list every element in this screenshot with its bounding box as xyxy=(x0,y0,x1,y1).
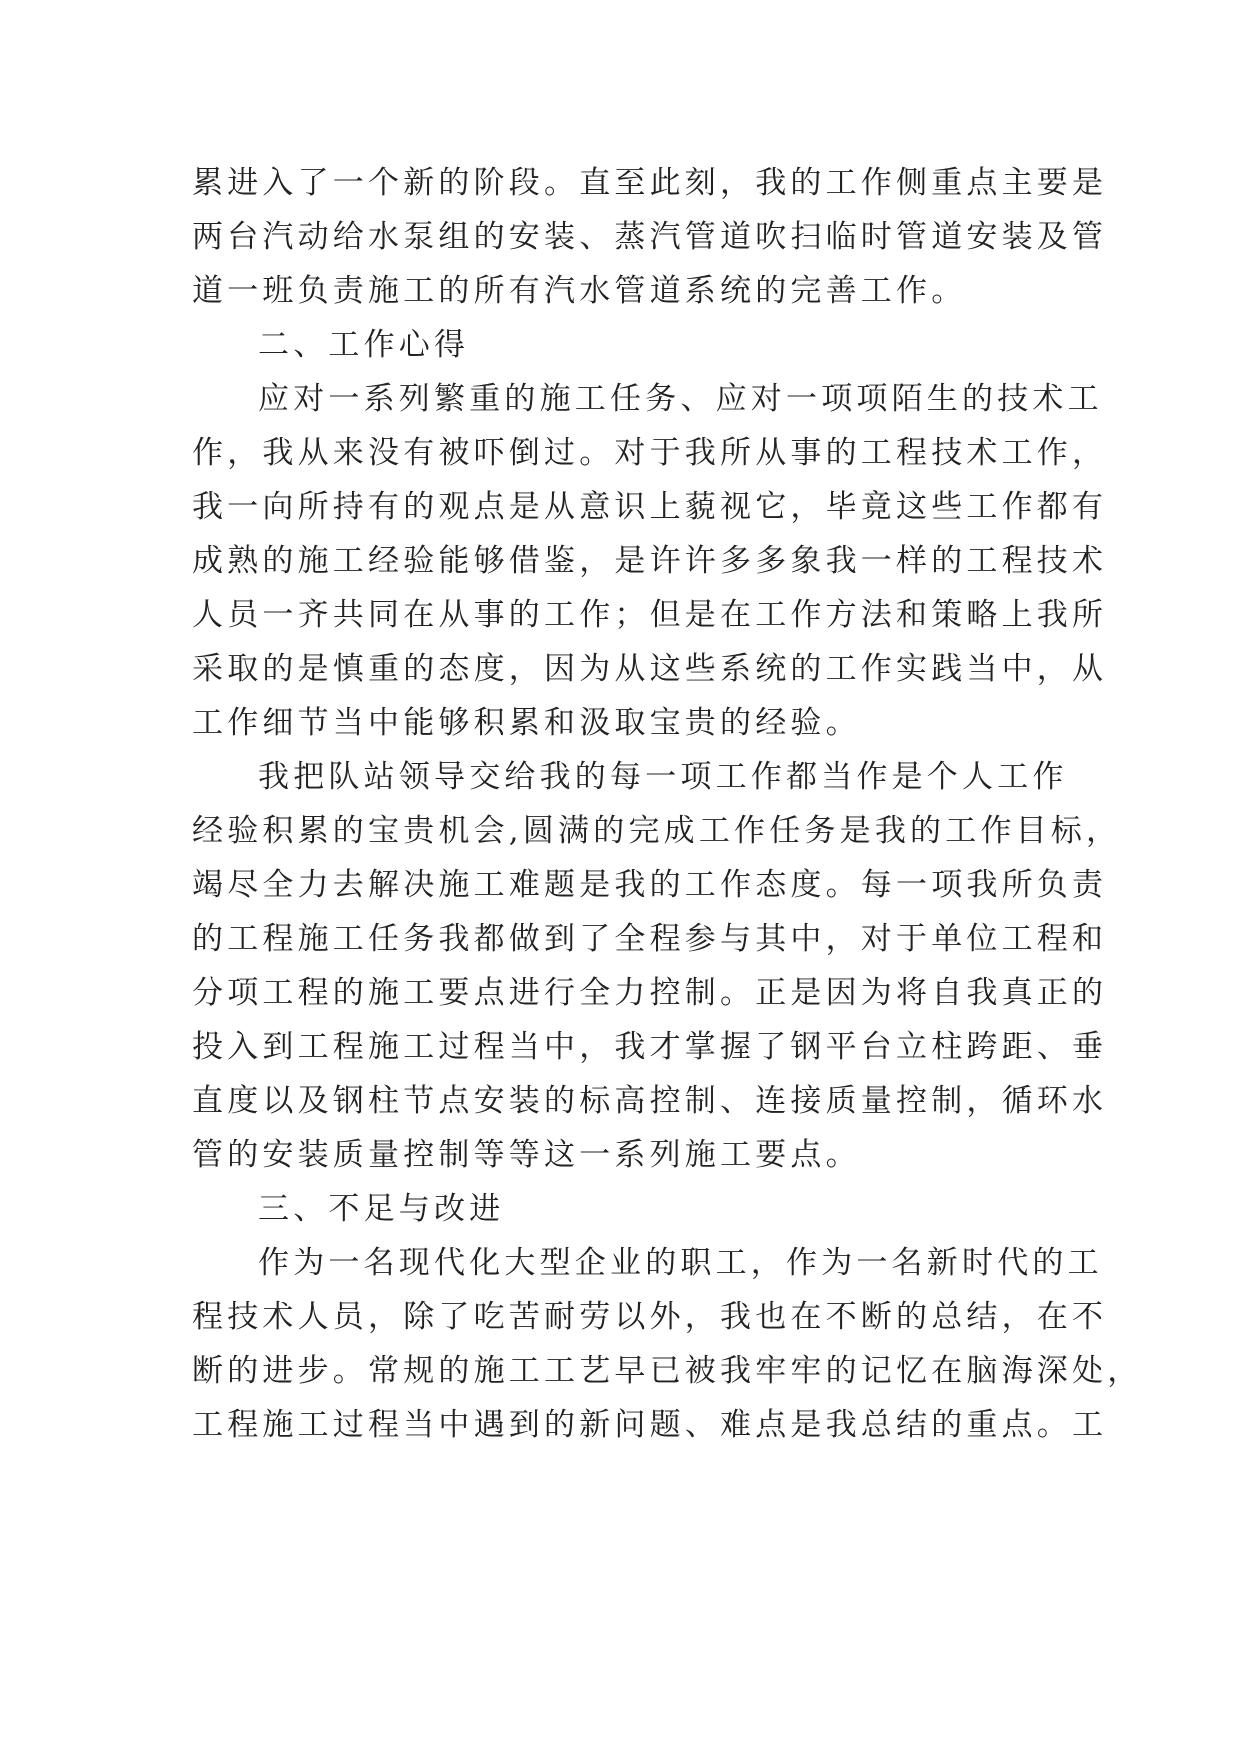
section-heading: 二、工作心得 xyxy=(258,327,470,363)
section-heading: 三、不足与改进 xyxy=(258,1191,505,1227)
document-body xyxy=(192,156,1143,1452)
text-line: 成熟的施工经验能够借鉴，是许许多多象我一样的工程技术 xyxy=(192,543,1108,579)
text-line: 工作细节当中能够积累和汲取宝贵的经验。 xyxy=(192,705,861,741)
text-line: 分项工程的施工要点进行全力控制。正是因为将自我真正的 xyxy=(192,975,1108,1011)
text-line: 累进入了一个新的阶段。直至此刻，我的工作侧重点主要是 xyxy=(192,165,1108,201)
text-line: 工程施工过程当中遇到的新问题、难点是我总结的重点。工 xyxy=(192,1407,1108,1443)
text-line: 人员一齐共同在从事的工作；但是在工作方法和策略上我所 xyxy=(192,597,1108,633)
text-line: 竭尽全力去解决施工难题是我的工作态度。每一项我所负责 xyxy=(192,867,1108,903)
text-line: 直度以及钢柱节点安装的标高控制、连接质量控制，循环水 xyxy=(192,1083,1108,1119)
text-line: 两台汽动给水泵组的安装、蒸汽管道吹扫临时管道安装及管 xyxy=(192,219,1108,255)
text-line: 我一向所持有的观点是从意识上藐视它，毕竟这些工作都有 xyxy=(192,489,1108,525)
text-line: 经验积累的宝贵机会,圆满的完成工作任务是我的工作目标， xyxy=(192,813,1122,849)
text-line: 的工程施工任务我都做到了全程参与其中，对于单位工程和 xyxy=(192,921,1108,957)
text-line: 作，我从来没有被吓倒过。对于我所从事的工程技术工作， xyxy=(192,435,1108,471)
text-line: 投入到工程施工过程当中，我才掌握了钢平台立柱跨距、垂 xyxy=(192,1029,1108,1065)
text-line: 程技术人员，除了吃苦耐劳以外，我也在不断的总结，在不 xyxy=(192,1299,1108,1335)
text-line: 我把队站领导交给我的每一项工作都当作是个人工作 xyxy=(258,759,1068,795)
text-line: 道一班负责施工的所有汽水管道系统的完善工作。 xyxy=(192,273,967,309)
text-line: 应对一系列繁重的施工任务、应对一项项陌生的技术工 xyxy=(258,381,1103,417)
text-line: 管的安装质量控制等等这一系列施工要点。 xyxy=(192,1137,861,1173)
text-line: 采取的是慎重的态度，因为从这些系统的工作实践当中，从 xyxy=(192,651,1108,687)
text-line: 作为一名现代化大型企业的职工，作为一名新时代的工 xyxy=(258,1245,1103,1281)
text-line: 断的进步。常规的施工工艺早已被我牢牢的记忆在脑海深处， xyxy=(192,1353,1143,1389)
